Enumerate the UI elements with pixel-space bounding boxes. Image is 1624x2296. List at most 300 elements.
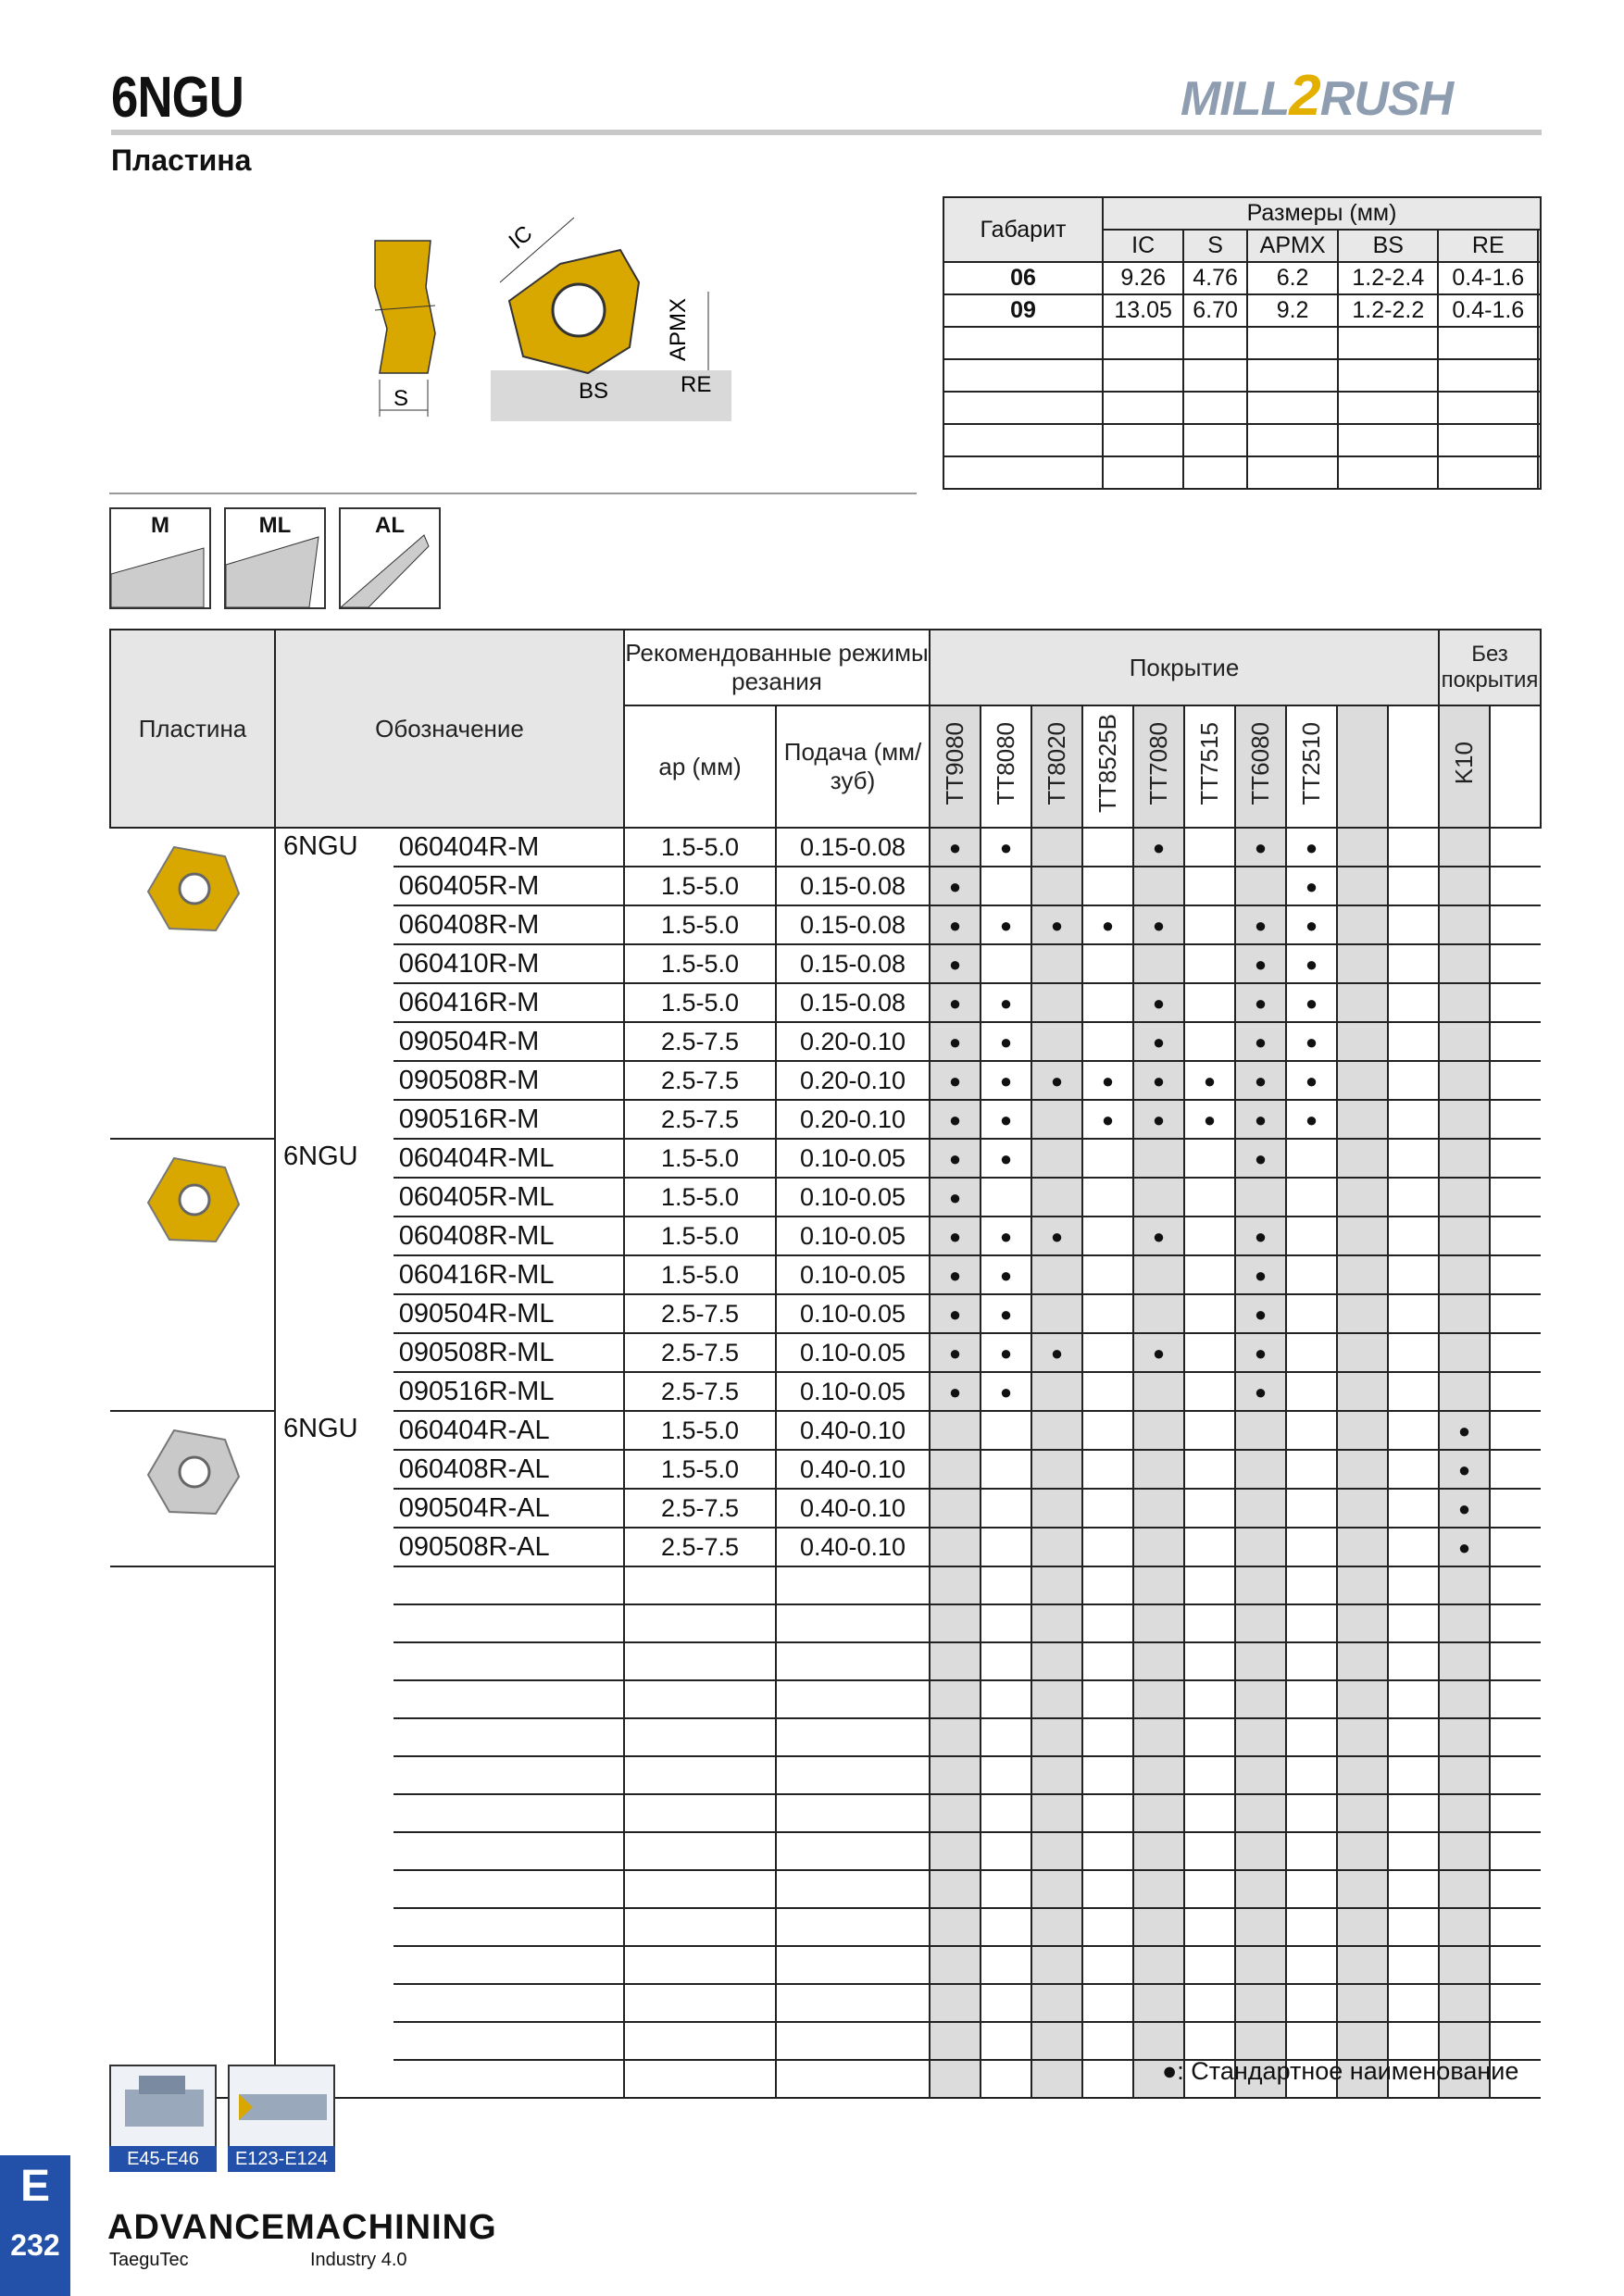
grade-cell [1490, 1450, 1541, 1489]
grade-cell [1082, 1333, 1133, 1372]
ref-link-2[interactable]: E123-E124 [228, 2146, 335, 2172]
dims-cell [1103, 392, 1183, 424]
grade-cell [1082, 1178, 1133, 1217]
feed-value: 0.10-0.05 [776, 1372, 930, 1411]
standard-dot: ● [1152, 914, 1166, 937]
grade-cell [1286, 905, 1337, 944]
ap-value: 2.5-7.5 [624, 1022, 776, 1061]
standard-dot: ● [999, 1108, 1013, 1131]
grade-cell [1337, 983, 1388, 1022]
empty-cell [1184, 1832, 1235, 1870]
empty-cell [1490, 1832, 1541, 1870]
empty-cell [981, 2022, 1031, 2060]
standard-dot: ● [948, 1225, 962, 1248]
empty-cell [1235, 1908, 1286, 1946]
standard-dot: ● [999, 914, 1013, 937]
empty-cell [394, 1680, 624, 1718]
empty-cell [1082, 1832, 1133, 1870]
empty-cell [981, 1908, 1031, 1946]
dims-cell [1538, 327, 1541, 359]
grade-cell [1184, 1372, 1235, 1411]
dims-cell [1538, 424, 1541, 456]
dims-cell [1247, 424, 1339, 456]
grade-cell [1286, 1528, 1337, 1566]
grade-cell [1235, 905, 1286, 944]
empty-cell [1490, 1642, 1541, 1680]
grade-cell [1490, 1139, 1541, 1178]
empty-cell [1286, 1756, 1337, 1794]
designation: 060405R-ML [394, 1178, 624, 1217]
empty-cell [1031, 1908, 1082, 1946]
dims-cell [1183, 424, 1247, 456]
dims-cell [1438, 359, 1538, 392]
feed-value: 0.15-0.08 [776, 867, 930, 905]
insert-prefix: 6NGU [283, 1414, 358, 1443]
brand-right: RUSH [1319, 72, 1454, 126]
grade-cell [981, 983, 1031, 1022]
grade-cell [1235, 828, 1286, 867]
ref-link-1[interactable]: E45-E46 [109, 2146, 217, 2172]
grade-cell [1388, 1255, 1439, 1294]
grade-cell [1235, 1100, 1286, 1139]
empty-cell [981, 1946, 1031, 1984]
empty-cell [1082, 2022, 1133, 2060]
empty-cell [1133, 1756, 1184, 1794]
standard-dot: ● [948, 1380, 962, 1404]
empty-cell [1133, 1718, 1184, 1756]
empty-cell [1031, 1756, 1082, 1794]
standard-dot: ● [1457, 1458, 1471, 1481]
grade-cell [981, 1100, 1031, 1139]
grade-cell [1235, 983, 1286, 1022]
standard-dot: ● [999, 1030, 1013, 1054]
grade-cell [1184, 1411, 1235, 1450]
empty-cell [1031, 1604, 1082, 1642]
empty-cell [624, 1566, 776, 1604]
dims-col-apmx: APMX [1247, 230, 1339, 262]
grade-cell [1388, 1178, 1439, 1217]
empty-cell [981, 1794, 1031, 1832]
empty-cell [624, 1946, 776, 1984]
grade-cell [1388, 828, 1439, 867]
grade-cell [930, 1528, 981, 1566]
grade-header: TT6080 [1235, 705, 1286, 828]
grade-cell [981, 1372, 1031, 1411]
standard-dot: ● [948, 875, 962, 898]
grade-cell [1082, 983, 1133, 1022]
empty-cell [981, 1718, 1031, 1756]
grade-cell [1286, 1022, 1337, 1061]
grade-cell [1388, 1022, 1439, 1061]
grade-cell [981, 1333, 1031, 1372]
grade-cell [1388, 1217, 1439, 1255]
empty-cell [981, 1832, 1031, 1870]
grade-cell [1031, 1061, 1082, 1100]
grade-cell [1337, 1178, 1388, 1217]
grade-cell [1184, 1100, 1235, 1139]
grade-cell [930, 1217, 981, 1255]
empty-cell [394, 1984, 624, 2022]
designation: 060408R-M [394, 905, 624, 944]
grade-cell [1235, 1255, 1286, 1294]
grade-cell [1388, 1139, 1439, 1178]
standard-dot: ● [999, 1303, 1013, 1326]
grade-cell [1031, 905, 1082, 944]
grade-cell [930, 1139, 981, 1178]
legend: ●: Стандартное наименование [1162, 2057, 1519, 2085]
empty-cell [1439, 1908, 1490, 1946]
grade-cell [1184, 983, 1235, 1022]
empty-cell [1082, 1604, 1133, 1642]
standard-dot: ● [1254, 1225, 1268, 1248]
grade-cell [1082, 828, 1133, 867]
designation: 060404R-AL [394, 1411, 624, 1450]
grade-header: TT2510 [1286, 705, 1337, 828]
page-title: 6NGU [111, 66, 244, 130]
grade-header: TT7515 [1184, 705, 1235, 828]
standard-dot: ● [1305, 1108, 1318, 1131]
grade-cell [1082, 1528, 1133, 1566]
empty-cell [1337, 2022, 1388, 2060]
standard-dot: ● [948, 1303, 962, 1326]
page-subtitle: Пластина [111, 144, 252, 177]
grade-header: TT9080 [930, 705, 981, 828]
empty-cell [930, 2060, 981, 2098]
empty-cell [1133, 1794, 1184, 1832]
grade-cell [1235, 1528, 1286, 1566]
empty-cell [1031, 1832, 1082, 1870]
empty-cell [1184, 1680, 1235, 1718]
grade-cell [981, 867, 1031, 905]
dims-cell [1247, 392, 1339, 424]
standard-dot: ● [999, 1380, 1013, 1404]
empty-cell [930, 1908, 981, 1946]
grade-cell [1388, 1333, 1439, 1372]
empty-cell [1439, 1642, 1490, 1680]
ap-value: 2.5-7.5 [624, 1100, 776, 1139]
empty-cell [1439, 1794, 1490, 1832]
grade-cell [1235, 1294, 1286, 1333]
grade-cell [1337, 1528, 1388, 1566]
grade-cell [1490, 1489, 1541, 1528]
empty-cell [1337, 1794, 1388, 1832]
ap-value: 2.5-7.5 [624, 1489, 776, 1528]
insert-photo [110, 1411, 275, 1566]
dims-cell [1103, 456, 1183, 489]
grade-cell [1490, 1255, 1541, 1294]
empty-cell [930, 1794, 981, 1832]
dims-cell [1438, 392, 1538, 424]
empty-cell [1184, 2022, 1235, 2060]
grade-cell [1082, 1372, 1133, 1411]
empty-cell [1286, 1794, 1337, 1832]
feed-value: 0.10-0.05 [776, 1217, 930, 1255]
grade-cell [1439, 1217, 1490, 1255]
empty-cell [1337, 1566, 1388, 1604]
grade-cell [1490, 1528, 1541, 1566]
grade-cell [1184, 1528, 1235, 1566]
empty-cell [1388, 1984, 1439, 2022]
dims-cell [1247, 359, 1339, 392]
feed-value: 0.10-0.05 [776, 1333, 930, 1372]
grade-cell [981, 1489, 1031, 1528]
dims-cell: 4.76 [1183, 262, 1247, 294]
grade-header: TT8020 [1031, 705, 1082, 828]
grade-cell [1439, 1139, 1490, 1178]
grade-cell [1031, 828, 1082, 867]
grade-cell [930, 1100, 981, 1139]
empty-cell [1490, 1566, 1541, 1604]
label-s: S [394, 386, 409, 411]
designation: 060404R-M [394, 828, 624, 867]
table-row [110, 1139, 1541, 1178]
empty-cell [776, 1718, 930, 1756]
designation: 060416R-M [394, 983, 624, 1022]
grade-cell [1286, 1333, 1337, 1372]
standard-dot: ● [948, 1186, 962, 1209]
empty-cell [624, 1604, 776, 1642]
designation: 090504R-AL [394, 1489, 624, 1528]
header-rule [111, 130, 1542, 135]
grade-cell [1490, 983, 1541, 1022]
empty-cell [1337, 1870, 1388, 1908]
empty-cell [1133, 1870, 1184, 1908]
grade-cell [1337, 828, 1388, 867]
grade-header [1388, 705, 1439, 828]
grade-cell [1388, 1294, 1439, 1333]
standard-dot: ● [948, 1264, 962, 1287]
empty-cell [1337, 1642, 1388, 1680]
grade-header: TT8525B [1082, 705, 1133, 828]
empty-cell [930, 1718, 981, 1756]
empty-cell [981, 1604, 1031, 1642]
empty-cell [1388, 2022, 1439, 2060]
empty-cell [624, 2060, 776, 2098]
standard-dot: ● [1254, 914, 1268, 937]
empty-cell [981, 1984, 1031, 2022]
ap-value: 1.5-5.0 [624, 1178, 776, 1217]
standard-dot: ● [1305, 1069, 1318, 1092]
empty-cell [1031, 1794, 1082, 1832]
empty-cell [1286, 1984, 1337, 2022]
grade-cell [1439, 1411, 1490, 1450]
grade-cell [930, 867, 981, 905]
dims-cell [1338, 456, 1438, 489]
empty-cell [1235, 1642, 1286, 1680]
standard-dot: ● [948, 1147, 962, 1170]
dims-cell [1183, 456, 1247, 489]
h-designation: Обозначение [275, 630, 624, 828]
dims-cell [1338, 359, 1438, 392]
empty-cell [624, 1756, 776, 1794]
dims-col-blank [1538, 230, 1541, 262]
standard-dot: ● [948, 992, 962, 1015]
grade-cell [1031, 867, 1082, 905]
empty-cell [1439, 1870, 1490, 1908]
grade-header [1490, 705, 1541, 828]
empty-cell [1337, 1832, 1388, 1870]
empty-cell [776, 2022, 930, 2060]
designation: 090504R-ML [394, 1294, 624, 1333]
dims-cell [1438, 327, 1538, 359]
section-tab [0, 2155, 70, 2296]
grade-cell [1133, 867, 1184, 905]
mode-al-icon: AL [339, 507, 441, 609]
grade-cell [1133, 1255, 1184, 1294]
empty-cell [394, 1794, 624, 1832]
insert-prefix: 6NGU [283, 1142, 358, 1171]
dims-cell [1103, 327, 1183, 359]
empty-cell [394, 1566, 624, 1604]
empty-cell [1235, 1680, 1286, 1718]
empty-cell [1235, 1756, 1286, 1794]
grade-cell [1388, 983, 1439, 1022]
standard-dot: ● [1101, 1108, 1115, 1131]
grade-cell [1031, 1411, 1082, 1450]
grade-cell [1490, 1022, 1541, 1061]
feed-value: 0.20-0.10 [776, 1061, 930, 1100]
designation: 060404R-ML [394, 1139, 624, 1178]
empty-cell [930, 1680, 981, 1718]
grade-cell [1133, 1294, 1184, 1333]
dims-cell [1183, 392, 1247, 424]
grade-cell [1082, 1061, 1133, 1100]
grade-cell [1439, 1528, 1490, 1566]
empty-cell [1133, 1566, 1184, 1604]
grade-cell [1133, 944, 1184, 983]
grade-cell [1286, 1294, 1337, 1333]
empty-cell [1286, 1870, 1337, 1908]
empty-cell [981, 1680, 1031, 1718]
standard-dot: ● [1152, 1341, 1166, 1365]
designation: 090508R-AL [394, 1528, 624, 1566]
empty-cell [1490, 1680, 1541, 1718]
standard-dot: ● [1152, 1108, 1166, 1131]
grade-cell [1235, 1333, 1286, 1372]
grade-cell [1337, 867, 1388, 905]
standard-dot: ● [1254, 1380, 1268, 1404]
grade-cell [1439, 1294, 1490, 1333]
grade-cell [1286, 1100, 1337, 1139]
grade-cell [1082, 1450, 1133, 1489]
grade-cell [1490, 828, 1541, 867]
dims-cell: 1.2-2.4 [1338, 262, 1438, 294]
empty-cell [776, 1832, 930, 1870]
grade-cell [1388, 1528, 1439, 1566]
empty-cell [1337, 1756, 1388, 1794]
feed-value: 0.20-0.10 [776, 1022, 930, 1061]
empty-cell [1490, 1908, 1541, 1946]
empty-cell [1388, 1642, 1439, 1680]
dims-row [943, 262, 1541, 294]
empty-cell [776, 1642, 930, 1680]
dims-col-re: RE [1438, 230, 1538, 262]
empty-cell [1388, 1566, 1439, 1604]
grade-header: TT7080 [1133, 705, 1184, 828]
table-row [110, 1411, 1541, 1450]
empty-cell [1235, 2022, 1286, 2060]
empty-cell [930, 1604, 981, 1642]
grade-cell [1439, 1333, 1490, 1372]
empty-cell [1184, 1566, 1235, 1604]
ap-value: 1.5-5.0 [624, 983, 776, 1022]
grade-cell [1235, 1022, 1286, 1061]
grade-cell [1286, 944, 1337, 983]
grade-cell [1439, 983, 1490, 1022]
empty-cell [1439, 1984, 1490, 2022]
empty-cell [1082, 1566, 1133, 1604]
grade-cell [1490, 1372, 1541, 1411]
feed-value: 0.40-0.10 [776, 1489, 930, 1528]
standard-dot: ● [1203, 1069, 1217, 1092]
footer-sub-left: TaeguTec [109, 2250, 189, 2270]
dims-cell: 1.2-2.2 [1338, 294, 1438, 327]
grade-cell [1133, 828, 1184, 867]
dims-cell [1247, 327, 1339, 359]
grade-cell [1337, 905, 1388, 944]
grade-cell [1388, 1411, 1439, 1450]
standard-dot: ● [1254, 1069, 1268, 1092]
footer-sub-right: Industry 4.0 [310, 2250, 407, 2270]
standard-dot: ● [1254, 1108, 1268, 1131]
grade-cell [1031, 1022, 1082, 1061]
grade-cell [981, 1217, 1031, 1255]
designation: 090516R-ML [394, 1372, 624, 1411]
grade-cell [1184, 1450, 1235, 1489]
grade-cell [1337, 1217, 1388, 1255]
grade-cell [1082, 1217, 1133, 1255]
empty-cell [394, 1718, 624, 1756]
grade-cell [930, 1022, 981, 1061]
grade-cell [1388, 867, 1439, 905]
grade-cell [930, 905, 981, 944]
empty-cell [1133, 1946, 1184, 1984]
grade-cell [1133, 1333, 1184, 1372]
empty-cell [981, 1566, 1031, 1604]
dims-cell [1103, 359, 1183, 392]
dims-col-s: S [1183, 230, 1247, 262]
grade-cell [1337, 944, 1388, 983]
insert-photo-icon [137, 1149, 248, 1251]
empty-cell [1388, 1794, 1439, 1832]
empty-cell [394, 1946, 624, 1984]
grade-cell [1388, 905, 1439, 944]
standard-dot: ● [1050, 1341, 1064, 1365]
standard-dot: ● [1254, 1264, 1268, 1287]
standard-dot: ● [1457, 1497, 1471, 1520]
dims-cell [1103, 424, 1183, 456]
empty-cell [930, 1566, 981, 1604]
feed-value: 0.15-0.08 [776, 944, 930, 983]
empty-cell [1490, 1604, 1541, 1642]
grade-cell [981, 828, 1031, 867]
standard-dot: ● [1050, 914, 1064, 937]
grade-cell [1082, 1139, 1133, 1178]
grade-cell [981, 1450, 1031, 1489]
dims-row [943, 327, 1541, 359]
grade-cell [1286, 1178, 1337, 1217]
empty-cell [1286, 1680, 1337, 1718]
grade-cell [1439, 944, 1490, 983]
empty-cell [981, 1756, 1031, 1794]
grade-cell [1031, 1294, 1082, 1333]
dims-size [943, 392, 1103, 424]
empty-cell [1133, 1984, 1184, 2022]
grade-cell [1184, 905, 1235, 944]
ap-value: 2.5-7.5 [624, 1333, 776, 1372]
brand-logo [1181, 63, 1453, 129]
grade-cell [1490, 944, 1541, 983]
